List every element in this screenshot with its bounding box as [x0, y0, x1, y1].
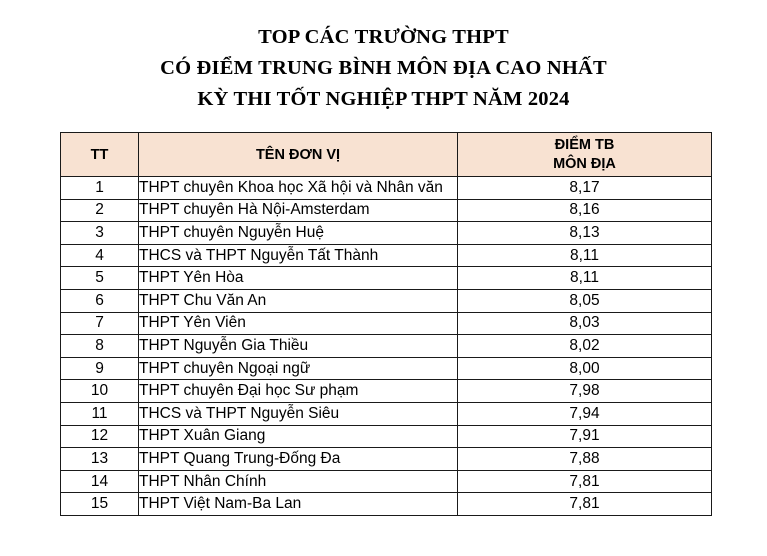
cell-score: 8,13	[458, 222, 712, 245]
cell-score: 7,91	[458, 425, 712, 448]
cell-name: THPT chuyên Khoa học Xã hội và Nhân văn	[139, 177, 458, 200]
cell-score: 8,05	[458, 289, 712, 312]
cell-name: THPT chuyên Ngoại ngữ	[139, 357, 458, 380]
table-row	[61, 402, 712, 425]
cell-score: 7,81	[458, 493, 712, 516]
table-row	[61, 470, 712, 493]
cell-tt: 6	[61, 289, 139, 312]
cell-name: THPT chuyên Nguyễn Huệ	[139, 222, 458, 245]
table-row	[61, 267, 712, 290]
table-row	[61, 335, 712, 358]
table-row	[61, 199, 712, 222]
cell-tt: 11	[61, 402, 139, 425]
cell-score: 7,94	[458, 402, 712, 425]
cell-tt: 1	[61, 177, 139, 200]
header-score-line-2: MÔN ĐỊA	[553, 155, 616, 172]
cell-name: THPT Chu Văn An	[139, 289, 458, 312]
table-row	[61, 493, 712, 516]
cell-score: 7,88	[458, 448, 712, 471]
cell-tt: 8	[61, 335, 139, 358]
cell-score: 8,16	[458, 199, 712, 222]
cell-tt: 13	[61, 448, 139, 471]
table-row	[61, 222, 712, 245]
cell-tt: 9	[61, 357, 139, 380]
cell-score: 7,81	[458, 470, 712, 493]
cell-name: THPT Việt Nam-Ba Lan	[139, 493, 458, 516]
cell-name: THPT Nguyễn Gia Thiều	[139, 335, 458, 358]
title-line-2: CÓ ĐIỂM TRUNG BÌNH MÔN ĐỊA CAO NHẤT	[160, 57, 607, 79]
page-title	[0, 22, 767, 115]
header-score	[458, 133, 712, 177]
table-row	[61, 357, 712, 380]
cell-tt: 7	[61, 312, 139, 335]
header-name: TÊN ĐƠN VỊ	[139, 133, 458, 177]
table-row	[61, 289, 712, 312]
ranking-table	[60, 132, 712, 516]
cell-name: THPT chuyên Đại học Sư phạm	[139, 380, 458, 403]
cell-name: THPT Xuân Giang	[139, 425, 458, 448]
cell-tt: 12	[61, 425, 139, 448]
cell-tt: 15	[61, 493, 139, 516]
cell-score: 8,02	[458, 335, 712, 358]
header-tt: TT	[61, 133, 139, 177]
cell-name: THPT Yên Hòa	[139, 267, 458, 290]
cell-score: 8,00	[458, 357, 712, 380]
table-row	[61, 380, 712, 403]
title-line-3: KỲ THI TỐT NGHIỆP THPT NĂM 2024	[197, 88, 570, 110]
table-row	[61, 177, 712, 200]
cell-name: THPT Nhân Chính	[139, 470, 458, 493]
title-line-1: TOP CÁC TRƯỜNG THPT	[258, 26, 509, 48]
cell-tt: 14	[61, 470, 139, 493]
cell-name: THPT Yên Viên	[139, 312, 458, 335]
header-score-line-1: ĐIỂM TB	[554, 136, 615, 153]
cell-name: THPT Quang Trung-Đống Đa	[139, 448, 458, 471]
cell-score: 8,17	[458, 177, 712, 200]
cell-score: 8,11	[458, 267, 712, 290]
cell-name: THCS và THPT Nguyễn Siêu	[139, 402, 458, 425]
table-row	[61, 244, 712, 267]
cell-tt: 3	[61, 222, 139, 245]
cell-tt: 10	[61, 380, 139, 403]
cell-score: 8,03	[458, 312, 712, 335]
cell-tt: 2	[61, 199, 139, 222]
cell-tt: 4	[61, 244, 139, 267]
cell-name: THCS và THPT Nguyễn Tất Thành	[139, 244, 458, 267]
table-row	[61, 425, 712, 448]
table-body	[61, 177, 712, 516]
cell-name: THPT chuyên Hà Nội-Amsterdam	[139, 199, 458, 222]
cell-tt: 5	[61, 267, 139, 290]
cell-score: 7,98	[458, 380, 712, 403]
cell-score: 8,11	[458, 244, 712, 267]
table-header	[61, 133, 712, 177]
header-row	[61, 133, 712, 177]
table-row	[61, 312, 712, 335]
table-row	[61, 448, 712, 471]
